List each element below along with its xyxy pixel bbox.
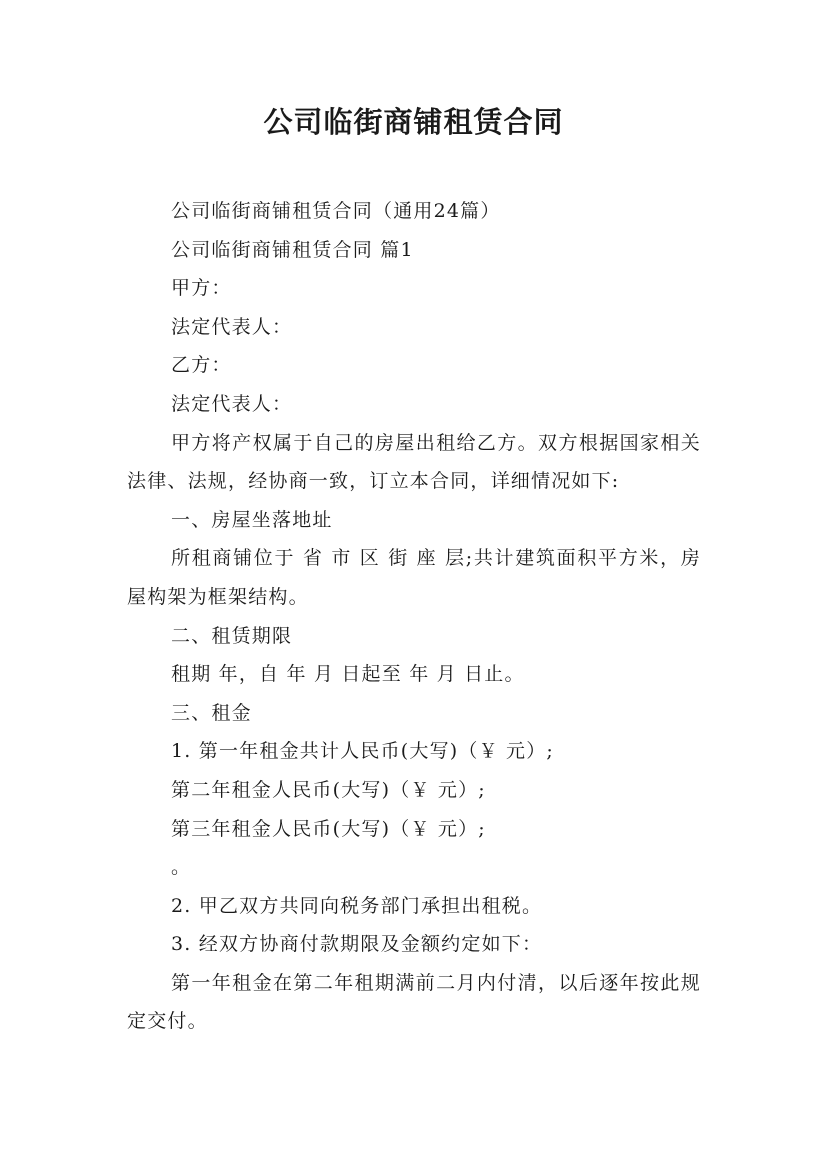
paragraph-heading-rent: 三、租金 [171,701,252,724]
paragraph-heading-address: 一、房屋坐落地址 [171,508,333,531]
paragraph-intro: 甲方将产权属于自己的房屋出租给乙方。双方根据国家相关法律、法规，经协商一致，订立本合同，详细情况如下: [127,431,701,493]
paragraph-party-a-representative: 法定代表人： [171,315,293,338]
paragraph-address: 所租商铺位于 省 市 区 街 座 层;共计建筑面积平方米，房屋构架为框架结构。 [127,547,701,608]
document-title: 公司临街商铺租赁合同 [263,105,564,139]
paragraph-subtitle: 公司临街商铺租赁合同（通用24篇） [171,200,501,222]
paragraph-heading-term: 二、租赁期限 [171,624,293,647]
paragraph-payment-schedule: 第一年租金在第二年租期满前二月内付清，以后逐年按此规定交付。 [127,971,701,1033]
paragraph-rent-year-1: 1. 第一年租金共计人民币(大写)（￥ 元）; [171,740,555,763]
paragraph-party-a: 甲方： [171,277,232,300]
paragraph-party-b: 乙方： [171,354,232,377]
paragraph-rent-year-3: 第三年租金人民币(大写)（￥ 元）; [171,817,486,840]
document-body [127,192,701,1041]
paragraph-term: 租期 年，自 年 月 日起至 年 月 日止。 [171,663,525,686]
paragraph-section-heading: 公司临街商铺租赁合同 篇1 [171,238,414,261]
paragraph-party-b-representative: 法定代表人： [171,392,293,415]
paragraph-payment-terms: 3. 经双方协商付款期限及金额约定如下： [171,933,543,956]
paragraph-rent-year-2: 第二年租金人民币(大写)（￥ 元）; [171,778,486,801]
paragraph-period: 。 [171,856,192,879]
paragraph-tax: 2. 甲乙双方共同向税务部门承担出租税。 [171,894,543,917]
